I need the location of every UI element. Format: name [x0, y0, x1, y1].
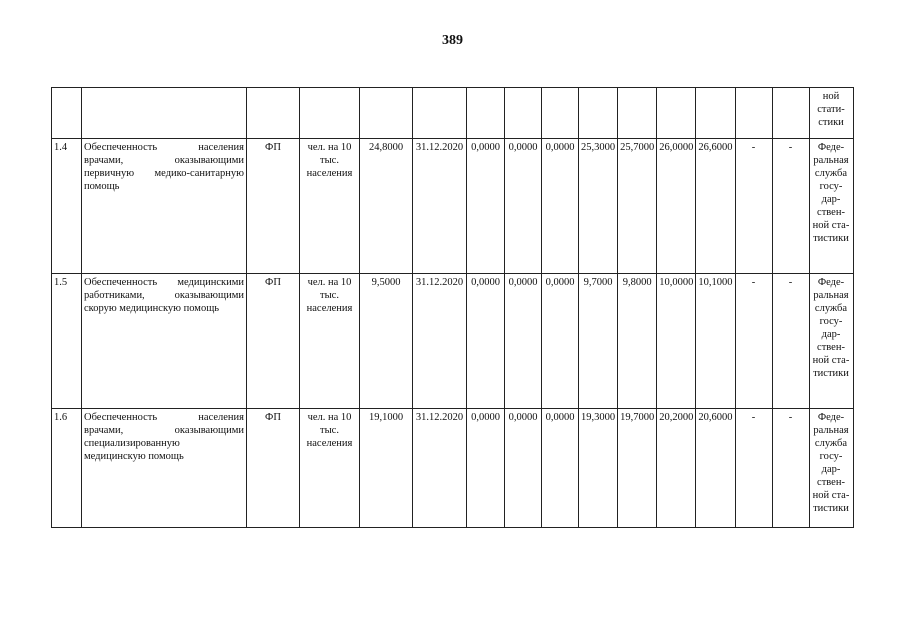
period-value: 26,6000: [696, 139, 735, 274]
dash-cell: -: [735, 409, 772, 528]
cell-empty: [696, 88, 735, 139]
base-value: 24,8000: [360, 139, 413, 274]
cell-empty: [542, 88, 579, 139]
table-row: [52, 274, 854, 409]
row-number: 1.6: [52, 409, 82, 528]
cell-empty: [247, 88, 300, 139]
base-date: 31.12.2020: [413, 274, 467, 409]
cell-empty: [360, 88, 413, 139]
indicator-name: Обеспеченность медицинскими работниками, оказывающими скорую медицинскую помощь: [82, 274, 247, 409]
period-value: 9,7000: [579, 274, 618, 409]
table-row: [52, 409, 854, 528]
source-cell: Феде-ральная служба госу-дар-ствен-ной ста-тистики: [809, 274, 853, 409]
cell-empty: [618, 88, 657, 139]
period-value: 0,0000: [467, 274, 505, 409]
unit-of-measure: чел. на 10 тыс. населения: [300, 409, 360, 528]
period-value: 25,7000: [618, 139, 657, 274]
row-number: 1.5: [52, 274, 82, 409]
period-value: 20,6000: [696, 409, 735, 528]
cell-empty: [657, 88, 696, 139]
unit-of-measure: чел. на 10 тыс. населения: [300, 274, 360, 409]
cell-empty: [467, 88, 505, 139]
indicator-name: Обеспеченность населения врачами, оказывающими специализированную медицинскую помощь: [82, 409, 247, 528]
base-value: 19,1000: [360, 409, 413, 528]
period-value: 0,0000: [467, 409, 505, 528]
period-value: 0,0000: [505, 274, 542, 409]
dash-cell: -: [772, 274, 809, 409]
period-value: 0,0000: [542, 274, 579, 409]
dash-cell: -: [772, 409, 809, 528]
period-value: 10,0000: [657, 274, 696, 409]
period-value: 0,0000: [467, 139, 505, 274]
source-cell: Феде-ральная служба госу-дар-ствен-ной ста-тистики: [809, 139, 853, 274]
period-value: 0,0000: [542, 409, 579, 528]
period-value: 19,3000: [579, 409, 618, 528]
period-value: 19,7000: [618, 409, 657, 528]
base-date: 31.12.2020: [413, 409, 467, 528]
table-continuation-row: [52, 88, 854, 139]
period-value: 0,0000: [505, 139, 542, 274]
indicator-name: Обеспеченность населения врачами, оказывающими первичную медико-санитарную помощь: [82, 139, 247, 274]
dash-cell: -: [772, 139, 809, 274]
period-value: 0,0000: [505, 409, 542, 528]
dash-cell: -: [735, 274, 772, 409]
period-value: 25,3000: [579, 139, 618, 274]
indicators-table: [51, 87, 854, 528]
unit-of-measure: чел. на 10 тыс. населения: [300, 139, 360, 274]
cell-empty: [772, 88, 809, 139]
period-value: 0,0000: [542, 139, 579, 274]
cell-empty: [505, 88, 542, 139]
cell-empty: [52, 88, 82, 139]
page-number: 389: [442, 33, 463, 48]
cell-empty: [579, 88, 618, 139]
indicator-type: ФП: [247, 274, 300, 409]
period-value: 9,8000: [618, 274, 657, 409]
source-cell: Феде-ральная служба госу-дар-ствен-ной ста-тистики: [809, 409, 853, 528]
period-value: 20,2000: [657, 409, 696, 528]
base-value: 9,5000: [360, 274, 413, 409]
period-value: 10,1000: [696, 274, 735, 409]
cell-empty: [82, 88, 247, 139]
cell-empty: [735, 88, 772, 139]
table-row: [52, 139, 854, 274]
indicator-type: ФП: [247, 139, 300, 274]
cell-empty: [413, 88, 467, 139]
dash-cell: -: [735, 139, 772, 274]
cell-empty: [300, 88, 360, 139]
indicator-type: ФП: [247, 409, 300, 528]
row-number: 1.4: [52, 139, 82, 274]
source-cell: ной стати-стики: [809, 88, 853, 139]
base-date: 31.12.2020: [413, 139, 467, 274]
period-value: 26,0000: [657, 139, 696, 274]
